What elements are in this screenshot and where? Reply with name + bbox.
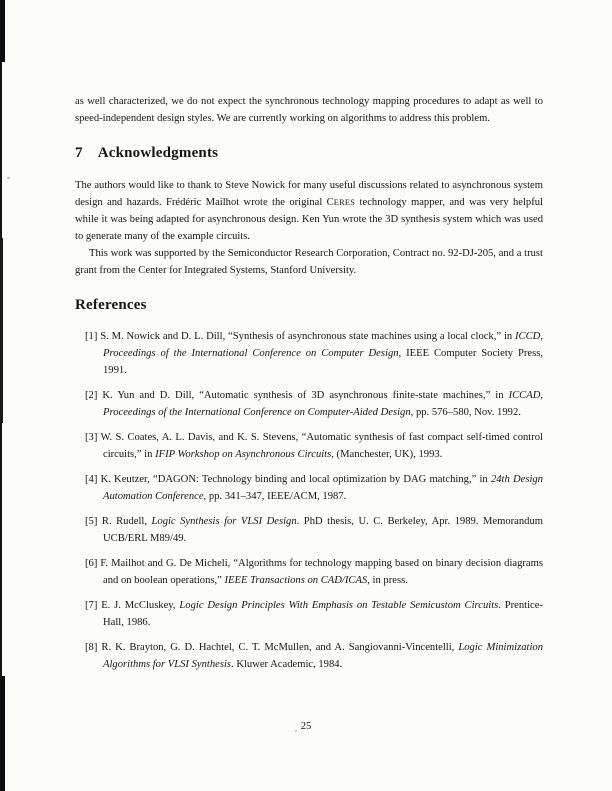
text-segment: , IEEE Computer Society Press, 1991.	[103, 348, 543, 376]
text-segment: C	[326, 197, 334, 208]
page-content	[75, 93, 543, 681]
reference-label: [2]	[85, 390, 98, 401]
text-segment: W. S. Coates, A. L. Davis, and K. S. Stevens, “Automatic synthesis of fast compact self-timed control circuits,” in	[100, 432, 544, 460]
reference-item	[85, 387, 543, 421]
acknowledgments-paragraph-2: This work was supported by the Semiconductor Research Corporation, Contract no. 92-DJ-205, and a trust grant from the Center for Integrated Systems, Stanford University.	[75, 248, 543, 276]
text-segment: . Prentice-Hall, 1986.	[103, 600, 543, 628]
reference-label: [1]	[85, 331, 98, 342]
reference-label: [3]	[85, 432, 98, 443]
text-segment: , (Manchester, UK), 1993.	[331, 449, 443, 460]
section-title: Acknowledgments	[97, 145, 219, 161]
scan-edge-artifact-top	[0, 0, 5, 62]
text-segment: K. Keutzer, “DAGON: Technology binding and local optimization by DAG matching,” in	[100, 474, 491, 485]
text-segment: F. Mailhot and G. De Micheli, “Algorithms for technology mapping based on binary decision diagrams and on boolean operations,”	[100, 558, 543, 586]
reference-list	[75, 328, 543, 673]
reference-item	[85, 328, 543, 379]
italic-text: 24th Design Automation Conference	[103, 474, 543, 502]
reference-item	[85, 513, 543, 547]
reference-label: [5]	[85, 516, 98, 527]
reference-label: [6]	[85, 558, 98, 569]
reference-text	[102, 516, 543, 544]
reference-label: [7]	[85, 600, 98, 611]
intro-paragraph: as well characterized, we do not expect the synchronous technology mapping procedures to adapt as well to speed-independent design styles. We are currently working on algorithms to address this problem.	[75, 96, 543, 124]
scan-speck	[7, 177, 10, 179]
italic-text: IFIP Workshop on Asynchronous Circuits	[155, 449, 332, 460]
reference-item	[85, 471, 543, 505]
reference-text	[101, 474, 543, 502]
italic-text: Logic Synthesis for VLSI Design	[151, 516, 297, 527]
acknowledgments-paragraph-1	[75, 177, 543, 245]
text-segment: technology mapper, and was very helpful while it was being adapted for asynchronous design. Ken Yun wrote the 3D synthesis system which was used to generate many of the example circuits.	[75, 197, 543, 242]
reference-text	[100, 331, 543, 376]
text-segment: , pp. 576–580, Nov. 1992.	[410, 407, 521, 418]
reference-text	[101, 432, 543, 460]
reference-text	[101, 600, 543, 628]
text-segment: . Kluwer Academic, 1984.	[231, 659, 343, 670]
reference-label: [4]	[85, 474, 98, 485]
reference-text	[101, 642, 543, 670]
scan-edge-artifact-middle	[0, 238, 3, 423]
italic-text: Logic Design Principles With Emphasis on Testable Semicustom Circuits	[179, 600, 499, 611]
text-segment: K. Yun and D. Dill, “Automatic synthesis of 3D asynchronous finite-state machines,” in	[102, 390, 509, 401]
italic-text: ICCAD, Proceedings of the International Conference on Computer-Aided Design	[103, 390, 543, 418]
reference-item	[85, 639, 543, 673]
italic-text: Logic Minimization Algorithms for VLSI Synthesis	[103, 642, 543, 670]
acknowledgments-heading	[75, 144, 543, 163]
reference-item	[85, 597, 543, 631]
text-segment: , pp. 341–347, IEEE/ACM, 1987.	[203, 491, 347, 502]
section-number: 7	[75, 145, 83, 161]
text-segment: S. M. Nowick and D. L. Dill, “Synthesis of asynchronous state machines using a local clock,” in	[100, 331, 516, 342]
references-heading: References	[75, 297, 147, 313]
page-number: 25	[300, 721, 312, 732]
text-segment: R. Rudell,	[101, 516, 152, 527]
scan-edge-artifact-bottom	[0, 676, 5, 791]
reference-text	[100, 558, 543, 586]
text-segment: . PhD thesis, U. C. Berkeley, Apr. 1989. Memorandum UCB/ERL M89/49.	[103, 516, 543, 544]
text-segment: The authors would like to thank to Steve Nowick for many useful discussions related to asynchronous system design and hazards. Frédéric Mailhot wrote the original	[75, 180, 543, 208]
smallcaps-text: ERES	[333, 198, 356, 207]
text-segment: , in press.	[367, 575, 408, 586]
reference-text	[102, 390, 543, 418]
reference-item	[85, 429, 543, 463]
text-segment: R. K. Brayton, G. D. Hachtel, C. T. McMullen, and A. Sangiovanni-Vincentelli,	[101, 642, 459, 653]
text-segment: E. J. McCluskey,	[101, 600, 180, 611]
italic-text: ICCD, Proceedings of the International Conference on Computer Design	[103, 331, 543, 359]
reference-item	[85, 555, 543, 589]
italic-text: IEEE Transactions on CAD/ICAS	[224, 575, 368, 586]
reference-label: [8]	[85, 642, 98, 653]
